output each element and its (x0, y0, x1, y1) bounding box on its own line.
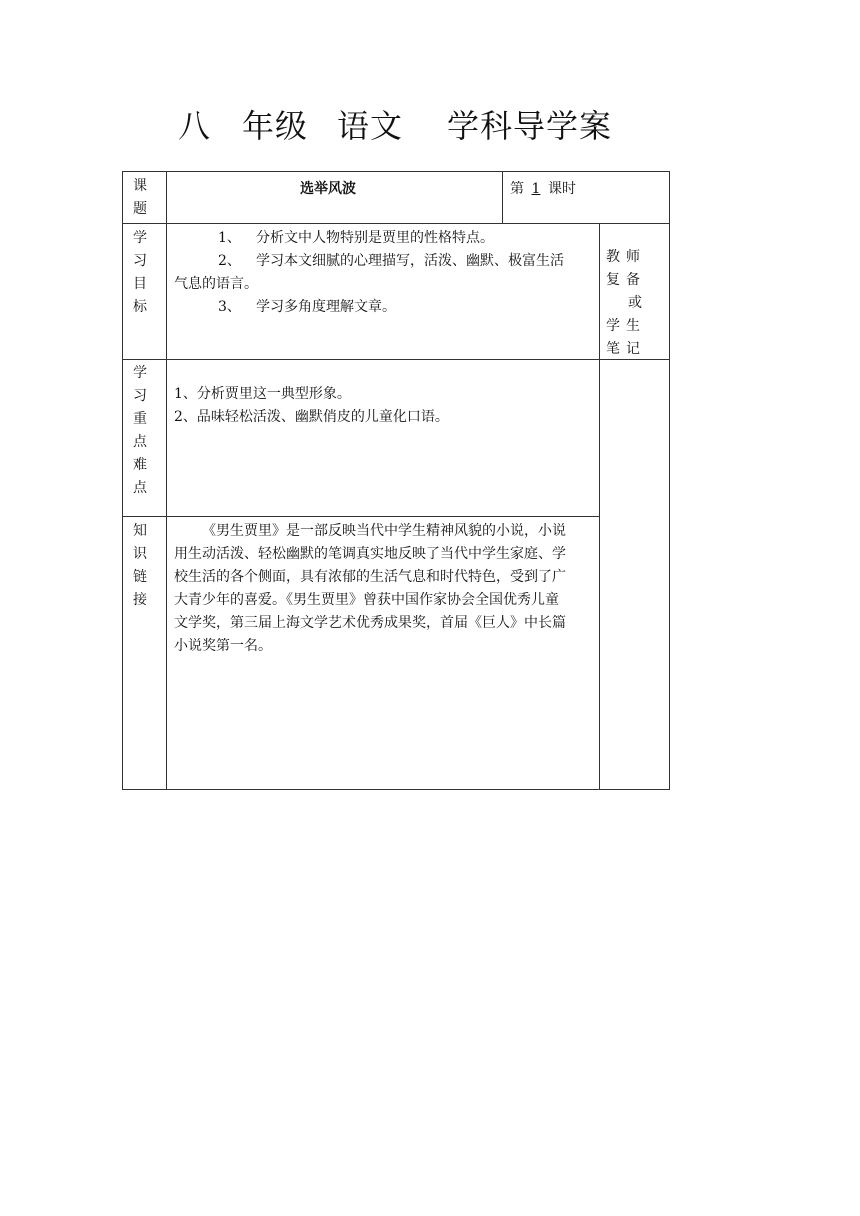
table-right-border (669, 171, 670, 790)
goal-number: 2、 (218, 253, 241, 269)
keypoint-item: 2、品味轻松活泼、幽默俏皮的儿童化口语。 (174, 409, 449, 425)
knowledge-label: 知识链接 (133, 523, 147, 608)
notes-label-line-3: 学生笔记 (606, 318, 646, 357)
lesson-prefix: 第 (510, 181, 524, 197)
keypoint-item: 1、分析贾里这一典型形象。 (174, 386, 351, 402)
doc-type-text: 学科导学案 (447, 107, 613, 145)
goal-item (174, 250, 594, 273)
notes-header (606, 246, 664, 361)
table-bottom-border (122, 789, 670, 790)
grade-text: 八 (178, 107, 212, 145)
lesson-count (510, 178, 576, 201)
lesson-number: 1 (531, 181, 541, 197)
row-divider-1 (122, 223, 670, 224)
keypoints-list (174, 383, 594, 429)
goal-text: 学习多角度理解文章。 (256, 299, 396, 315)
subject-text: 语文 (337, 107, 404, 145)
goal-text: 分析文中人物特别是贾里的性格特点。 (256, 230, 494, 246)
notes-label-line-1: 教师复备 (606, 249, 646, 288)
notes-column-divider (599, 223, 600, 790)
keypoints-label: 学习重点难点 (133, 365, 147, 496)
row-divider-3 (122, 516, 600, 517)
knowledge-text (174, 520, 594, 658)
knowledge-line: 小说奖第一名。 (174, 638, 272, 654)
grade-label: 年级 (242, 107, 309, 145)
knowledge-line: 校生活的各个侧面，具有浓郁的生活气息和时代特色，受到了广 (174, 569, 566, 585)
table-top-border (122, 171, 670, 172)
knowledge-line: 《男生贾里》是一部反映当代中学生精神风貌的小说，小说 (202, 523, 566, 539)
goal-item (174, 227, 594, 250)
goals-list (174, 227, 594, 319)
knowledge-line: 用生动活泼、轻松幽默的笔调真实地反映了当代中学生家庭、学 (174, 546, 566, 562)
knowledge-line: 大青少年的喜爱。《男生贾里》曾获中国作家协会全国优秀儿童 (174, 592, 559, 608)
table-left-border (122, 171, 123, 790)
goal-item (174, 296, 594, 319)
topic-value: 选举风波 (300, 181, 356, 197)
goal-number: 3、 (218, 299, 241, 315)
lesson-suffix: 课时 (548, 181, 576, 197)
topic-label: 课题 (133, 178, 147, 217)
goal-text: 气息的语言。 (174, 276, 258, 292)
row-divider-2 (122, 359, 670, 360)
label-column-divider (166, 171, 167, 790)
goal-item-continued (174, 273, 594, 296)
goal-text: 学习本文细腻的心理描写，活泼、幽默、极富生活 (256, 253, 564, 269)
lesson-column-divider (502, 171, 503, 223)
knowledge-line: 文学奖，第三届上海文学艺术优秀成果奖，首届《巨人》中长篇 (174, 615, 566, 631)
goal-number: 1、 (218, 230, 241, 246)
goals-label: 学习目标 (133, 230, 147, 315)
notes-label-line-2: 或 (628, 295, 642, 311)
